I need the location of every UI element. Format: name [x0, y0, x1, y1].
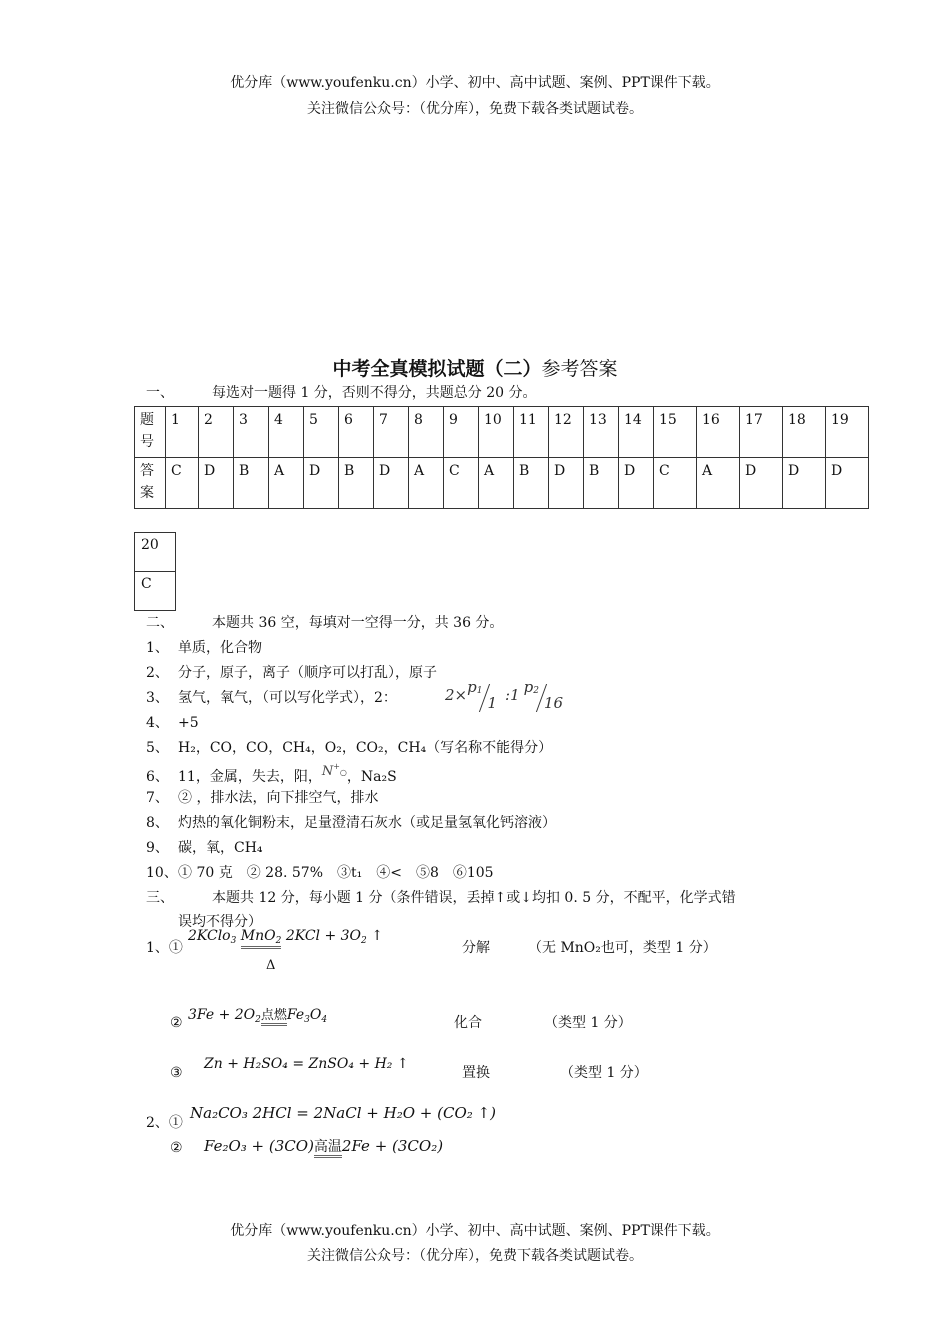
number-cell: 20 — [135, 533, 176, 572]
reaction-type: 化合 — [454, 1015, 482, 1031]
equation-3: Zn + H₂SO₄ = ZnSO₄ + H₂ ↑ — [204, 1056, 409, 1072]
answer-cell: B — [234, 458, 269, 509]
answer-cell: A — [409, 458, 444, 509]
q1-label: 1、① — [146, 940, 183, 956]
answer-cell: A — [479, 458, 514, 509]
section3-text-cont: 误均不得分） — [178, 914, 262, 930]
answer-cell: D — [619, 458, 654, 509]
equation-2: $3Fe + 2O_2$点燃$Fe_3O_4$ — [188, 1007, 328, 1025]
footer-line-1: 优分库（www.youfenku.cn）小学、初中、高中试题、案例、PPT课件下载。 — [230, 1223, 720, 1239]
reaction-note: （无 MnO₂也可，类型 1 分） — [528, 940, 717, 956]
number-cell: 13 — [584, 407, 619, 458]
reaction-type: 置换 — [462, 1065, 490, 1081]
list-item: 9、 碳，氧，CH₄ — [146, 840, 263, 856]
number-cell: 10 — [479, 407, 514, 458]
ion-symbol: N+○ — [321, 762, 347, 779]
section3-label: 三、 — [146, 890, 174, 906]
answer-table — [134, 406, 869, 509]
answer-cell: D — [826, 458, 869, 509]
section2-heading — [146, 614, 503, 632]
number-cell: 2 — [199, 407, 234, 458]
answer-row — [135, 458, 869, 509]
number-cell: 12 — [549, 407, 584, 458]
section1-heading — [146, 384, 537, 402]
list-item: 7、 ② ，排水法，向下排空气，排水 — [146, 790, 379, 806]
equation-5: Fe₂O₃ + (3CO)高温2Fe + (3CO₂) — [204, 1136, 443, 1156]
answer-cell: B — [514, 458, 549, 509]
number-cell: 14 — [619, 407, 654, 458]
answer-cell: A — [269, 458, 304, 509]
section3-heading — [146, 889, 736, 907]
title-rest: 参考答案 — [541, 358, 618, 380]
answer-table-20 — [134, 532, 176, 611]
answer-cell: D — [304, 458, 339, 509]
list-item: 3、 氢气，氧气，（可以写化学式），2： — [146, 690, 397, 706]
header-line-1: 优分库（www.youfenku.cn）小学、初中、高中试题、案例、PPT课件下载。 — [230, 75, 720, 91]
eq3-mark: ③ — [170, 1065, 183, 1081]
eq5-mark: ② — [170, 1140, 183, 1156]
number-cell: 1 — [166, 407, 199, 458]
answer-cell: C — [135, 572, 176, 611]
q2-label: 2、① — [146, 1115, 183, 1131]
header-line-2: 关注微信公众号：（优分库），免费下载各类试题试卷。 — [307, 101, 643, 117]
answer-cell: D — [740, 458, 783, 509]
footer-line-2: 关注微信公众号：（优分库），免费下载各类试题试卷。 — [307, 1248, 643, 1264]
list-item: 5、 H₂，CO，CO，CH₄，O₂，CO₂，CH₄（写名称不能得分） — [146, 740, 553, 756]
section1-label: 一、 — [146, 385, 174, 401]
equation-1: 2KClo$_3$ MnO$_2$ $2KCl + 3O_2$ ↑ — [188, 928, 383, 949]
row-label-number: 题号 — [135, 407, 166, 458]
number-cell: 18 — [783, 407, 826, 458]
section2-text: 本题共 36 空，每填对一空得一分，共 36 分。 — [212, 615, 504, 631]
number-cell: 4 — [269, 407, 304, 458]
section3-text: 本题共 12 分，每小题 1 分（条件错误，丢掉↑或↓均扣 0. 5 分，不配平，化学式错 — [212, 890, 736, 906]
reaction-note: （类型 1 分） — [544, 1015, 632, 1031]
list-item: 10、① 70 克 ② 28. 57% ③t₁ ④< ⑤8 ⑥105 — [146, 865, 494, 881]
ratio-formula: $2\times p^11$ :1 $p^216$ — [445, 678, 564, 712]
answer-cell: B — [339, 458, 374, 509]
answer-cell: D — [783, 458, 826, 509]
answer-cell: C — [444, 458, 479, 509]
answer-cell: C — [166, 458, 199, 509]
list-item: 6、 11，金属，失去，阳，N+○，Na₂S — [146, 762, 397, 785]
number-row — [135, 407, 869, 458]
number-cell: 3 — [234, 407, 269, 458]
list-item: 1、 单质，化合物 — [146, 640, 262, 656]
section2-label: 二、 — [146, 615, 174, 631]
number-cell: 7 — [374, 407, 409, 458]
number-cell: 16 — [697, 407, 740, 458]
section1-text: 每选对一题得 1 分，否则不得分，共题总分 20 分。 — [212, 385, 537, 401]
answer-cell: A — [697, 458, 740, 509]
page-title — [0, 354, 950, 381]
number-cell: 9 — [444, 407, 479, 458]
list-item: 8、 灼热的氧化铜粉末，足量澄清石灰水（或足量氢氧化钙溶液） — [146, 815, 556, 831]
answer-cell: B — [584, 458, 619, 509]
number-cell: 5 — [304, 407, 339, 458]
number-cell: 17 — [740, 407, 783, 458]
number-cell: 19 — [826, 407, 869, 458]
reaction-type: 分解 — [462, 940, 490, 956]
eq2-mark: ② — [170, 1015, 183, 1031]
reaction-note: （类型 1 分） — [560, 1065, 648, 1081]
answer-cell: C — [654, 458, 697, 509]
number-cell: 15 — [654, 407, 697, 458]
list-item: 2、 分子，原子，离子（顺序可以打乱），原子 — [146, 665, 437, 681]
heat-symbol: Δ — [266, 958, 276, 973]
row-label-answer: 答案 — [135, 458, 166, 509]
title-bold: 中考全真模拟试题（二） — [332, 358, 542, 380]
number-cell: 8 — [409, 407, 444, 458]
answer-cell: D — [549, 458, 584, 509]
number-cell: 11 — [514, 407, 549, 458]
answer-cell: D — [199, 458, 234, 509]
number-cell: 6 — [339, 407, 374, 458]
equation-4: Na₂CO₃ 2HCl = 2NaCl + H₂O + (CO₂ ↑) — [190, 1104, 496, 1122]
list-item: 4、 +5 — [146, 715, 199, 731]
answer-cell: D — [374, 458, 409, 509]
